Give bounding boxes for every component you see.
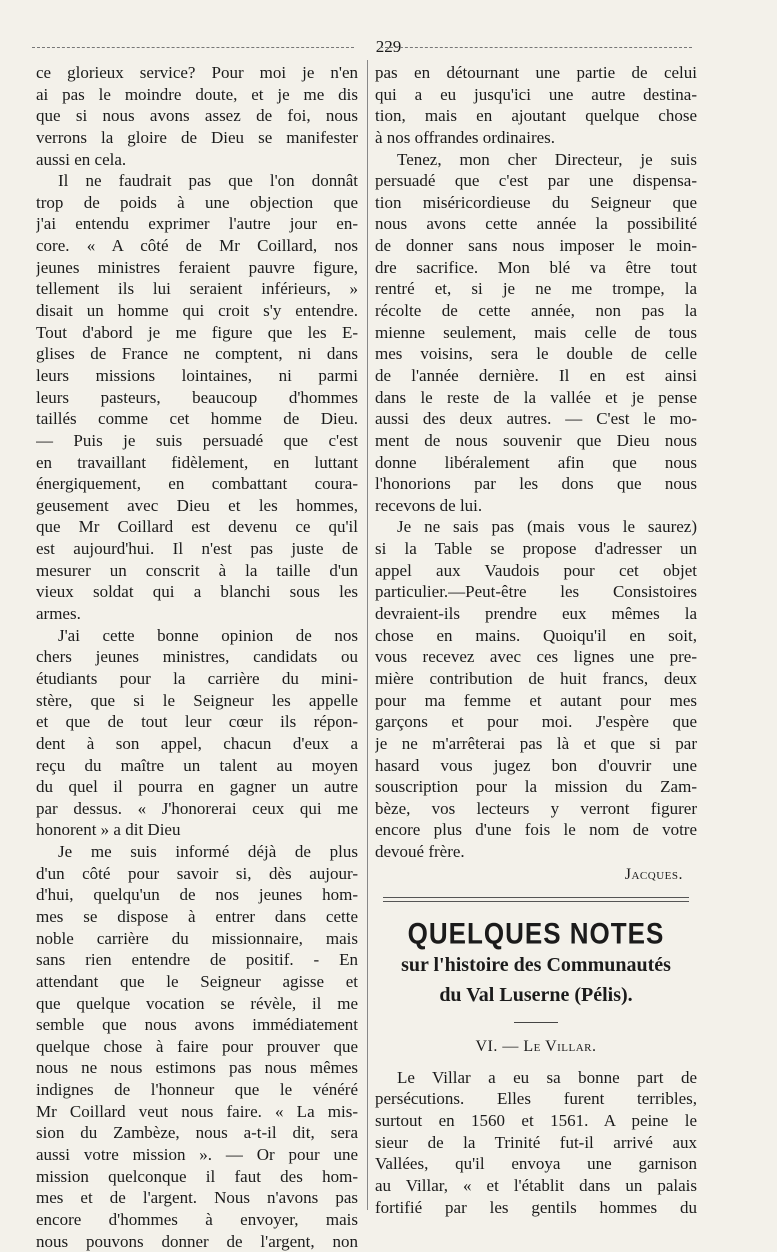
text-line: sieur de la Trinité fut-il arrivé aux	[375, 1132, 697, 1152]
column-divider	[367, 60, 368, 1210]
left-column	[36, 62, 358, 1252]
text-line: Je me suis informé déjà de plus	[58, 842, 358, 862]
text-line: mes et de l'argent. Nous n'avons pas	[36, 1188, 358, 1208]
text-line: semble que nous avons immédiatement	[36, 1015, 358, 1035]
text-line: garçons et pour moi. J'espère que	[375, 712, 697, 732]
text-line: rentré et, si je ne me trompe, la	[375, 279, 697, 299]
text-line: énergiquement, en combattant coura-	[36, 474, 358, 494]
text-line: quelque chose à faire pour prouver que	[36, 1036, 358, 1056]
text-line: encore d'hommes à envoyer, mais	[36, 1209, 358, 1229]
text-line: ai pas le moindre doute, et je me dis	[36, 84, 358, 104]
text-line: mes voisins, sera le double de celle	[375, 344, 697, 364]
text-line: étudiants pour la carrière du mini-	[36, 668, 358, 688]
right-column	[375, 62, 697, 1218]
text-line: hasard vous jugez bon d'ouvrir une	[375, 755, 697, 775]
text-line: nous avons cette année la possibilité	[375, 214, 697, 234]
text-line: que quelque vocation se révèle, il me	[36, 993, 358, 1013]
text-line: attendant que le Seigneur agisse et	[36, 971, 358, 991]
text-line: de donner sans nous imposer le moin-	[375, 236, 697, 256]
section-subtitle-1: sur l'histoire des Communautés	[401, 953, 671, 976]
text-line: vieux soldat qui a blanchi sous les	[36, 582, 358, 602]
text-line: dans le reste de la vallée et je pense	[375, 387, 697, 407]
text-line: ce glorieux service? Pour moi je n'en	[36, 63, 358, 82]
text-line: verrons la gloire de Dieu se manifester	[36, 127, 358, 147]
text-line: du quel il pourra en gagner un autre	[36, 777, 358, 797]
chapter-heading: VI. — Le Villar.	[475, 1037, 597, 1055]
text-line: que Mr Coillard est devenu ce qu'il	[36, 517, 358, 537]
text-line: qui a eu jusqu'ici une autre destina-	[375, 84, 697, 104]
text-line: core. « A côté de Mr Coillard, nos	[36, 236, 358, 256]
text-line: tion, mais en ajoutant quelque chose	[375, 106, 697, 126]
text-line: mière contribution de huit francs, deux	[375, 668, 697, 688]
text-line: particulier.—Peut-être les Consistoires	[375, 582, 697, 602]
text-line: ment de nous souvenir que Dieu nous	[375, 430, 697, 450]
text-line: dent à son appel, chacun d'eux a	[36, 733, 358, 753]
text-line: récolte de cette année, non pas la	[375, 301, 697, 321]
text-line: Tenez, mon cher Directeur, je suis	[397, 149, 697, 169]
section-separator	[383, 897, 689, 902]
section-text	[375, 1067, 697, 1218]
text-line: taillés comme cet homme de Dieu.	[36, 409, 358, 429]
text-line: Tout d'abord je me figure que les E-	[36, 322, 358, 342]
section-subtitle-2: du Val Luserne (Pélis).	[439, 983, 633, 1006]
text-line: devoué frère.	[375, 842, 465, 862]
text-line: souscription pour la mission du Zam-	[375, 777, 697, 797]
text-line: recevons de lui.	[375, 495, 483, 515]
text-line: Je ne sais pas (mais vous le saurez)	[397, 517, 697, 537]
section-title: QUELQUES NOTES	[407, 915, 665, 950]
text-line: bèze, vos lecteurs y verront figurer	[375, 798, 697, 818]
text-line: stère, que si le Seigneur les appelle	[36, 690, 358, 710]
text-line: j'ai entendu exprimer l'autre jour en-	[36, 214, 358, 234]
text-line: indignes de l'honneur que le vénéré	[36, 1080, 358, 1100]
text-line: à nos offrandes ordinaires.	[375, 127, 556, 147]
text-line: geusement avec Dieu et les hommes,	[36, 495, 358, 515]
text-line: chers jeunes ministres, candidats ou	[36, 647, 358, 667]
text-line: persécutions. Elles furent terribles,	[375, 1089, 697, 1109]
page-number: 229	[375, 37, 402, 56]
text-line: jeunes ministres feraient pauvre figure,	[36, 257, 358, 277]
text-line: au Villar, « et l'établit dans un palais	[375, 1175, 697, 1195]
text-line: armes.	[36, 604, 81, 624]
text-line: d'hui, quelqu'un de nos jeunes hom-	[36, 885, 358, 905]
text-line: honorent » a dit Dieu	[36, 820, 181, 840]
text-line: mesurer un conscrit à la taille d'un	[36, 560, 358, 580]
text-line: pour ma femme et autant pour mes	[375, 690, 697, 710]
text-line: — Puis je suis persuadé que c'est	[36, 430, 358, 450]
header-rule-right	[380, 47, 692, 48]
signature: Jacques.	[624, 865, 683, 883]
text-line: dre sacrifice. Mon blé va être tout	[375, 257, 697, 277]
text-line: par dessus. « J'honorerai ceux qui me	[36, 798, 358, 818]
text-line: Mr Coillard veut nous faire. « La mis-	[36, 1101, 358, 1121]
text-line: noble carrière du missionnaire, mais	[36, 928, 358, 948]
text-line: aussi des deux autres. — C'est le mo-	[375, 409, 697, 429]
text-line: pas en détournant une partie de celui	[375, 63, 697, 82]
text-line: Vallées, qu'il envoya une garnison	[375, 1154, 697, 1174]
text-line: est aujourd'hui. Il n'est pas juste de	[36, 539, 358, 559]
text-line: d'un côté pour savoir si, dès aujour-	[36, 863, 358, 883]
text-line: nous ne nous estimons pas nous mêmes	[36, 1058, 358, 1078]
text-line: J'ai cette bonne opinion de nos	[58, 625, 358, 645]
right-column-text	[375, 62, 697, 863]
text-line: fortifié par les gentils hommes du	[375, 1197, 697, 1217]
text-line: glises de France ne comptent, ni dans	[36, 344, 358, 364]
text-line: donne libéralement afin que nous	[375, 452, 697, 472]
text-line: Il ne faudrait pas que l'on donnât	[58, 171, 358, 191]
text-line: appel aux Vaudois pour cet objet	[375, 560, 697, 580]
text-line: mienne seulement, mais celle de tous	[375, 322, 697, 342]
text-line: nous pouvons donner de l'argent, non	[36, 1231, 358, 1251]
text-line: leurs pasteurs, beaucoup d'hommes	[36, 387, 358, 407]
text-line: devraient-ils prendre eux mêmes la	[375, 604, 697, 624]
header-rule-left	[32, 47, 354, 48]
text-line: persuadé que c'est par une dispensa-	[375, 171, 697, 191]
text-line: aussi en cela.	[36, 149, 127, 169]
text-line: et que de tout leur cœur ils répon-	[36, 712, 358, 732]
text-line: mission quelconque il faut des hom-	[36, 1166, 358, 1186]
text-line: je ne m'arrêterai pas là et que si par	[375, 733, 697, 753]
text-line: chose en mains. Quoiqu'il en soit,	[375, 625, 697, 645]
text-line: en travaillant fidèlement, en luttant	[36, 452, 358, 472]
text-line: disait un homme qui croit s'y entendre.	[36, 301, 358, 321]
text-line: mes se dispose à entrer dans cette	[36, 906, 358, 926]
text-line: trop de poids à une objection que	[36, 192, 358, 212]
text-line: tion miséricordieuse du Seigneur que	[375, 192, 697, 212]
text-line: si la Table se propose d'adresser un	[375, 539, 697, 559]
text-line: sion du Zambèze, nous a-t-il dit, sera	[36, 1123, 358, 1143]
text-line: leurs missions lointaines, ni parmi	[36, 365, 358, 385]
short-rule	[514, 1022, 558, 1023]
text-line: Le Villar a eu sa bonne part de	[397, 1067, 697, 1087]
text-line: reçu du maître un talent au moyen	[36, 755, 358, 775]
text-line: de l'année dernière. Il en est ainsi	[375, 365, 697, 385]
text-line: aussi votre mission ». — Or pour une	[36, 1145, 358, 1165]
text-line: sans rien entendre de positif. - En	[36, 950, 358, 970]
text-line: l'honorions par les dons que nous	[375, 474, 697, 494]
text-line: vous recevez avec ces lignes une pre-	[375, 647, 697, 667]
text-line: encore plus d'une fois le nom de votre	[375, 820, 697, 840]
text-line: que si nous avons assez de foi, nous	[36, 106, 358, 126]
text-line: surtout en 1560 et 1561. A peine le	[375, 1110, 697, 1130]
text-line: tellement ils lui seraient inférieurs, »	[36, 279, 358, 299]
